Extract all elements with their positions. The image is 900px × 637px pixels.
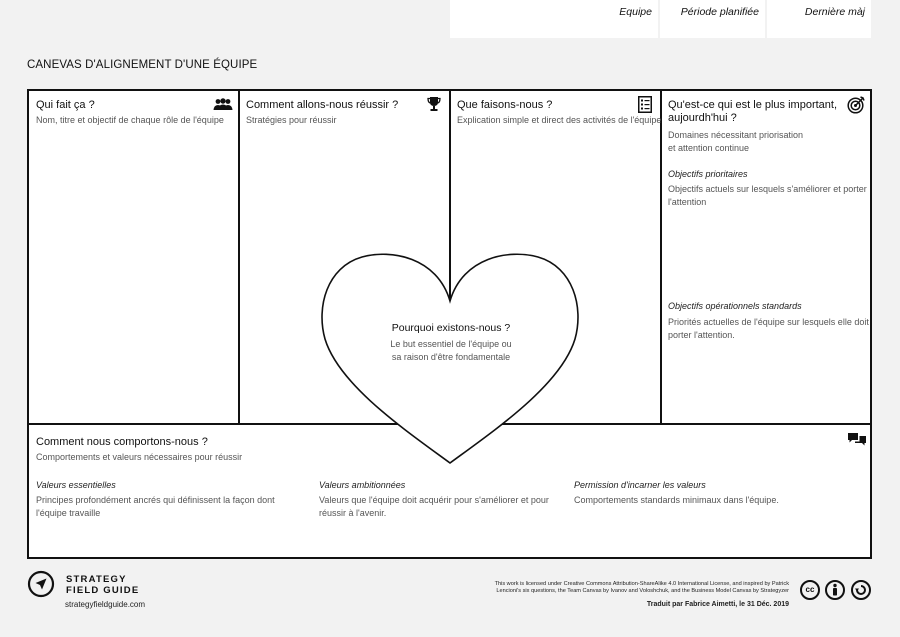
period-label: Période planifiée xyxy=(680,6,759,18)
ambition-values-description: Valeurs que l'équipe doit acquérir pour s'améliorer et pour réussir à l'avenir. xyxy=(319,495,549,518)
why-description: Le but essentiel de l'équipe ou sa raison d'être fondamentale xyxy=(390,339,512,362)
brand-name: STRATEGY FIELD GUIDE xyxy=(66,574,140,596)
team-label: Equipe xyxy=(619,6,652,18)
brand-url[interactable]: strategyfieldguide.com xyxy=(65,600,146,609)
divider xyxy=(238,91,240,424)
essential-values-description: Principes profondément ancrés qui définissent la façon dont l'équipe travaille xyxy=(36,495,275,518)
ambition-values-title: Valeurs ambitionnées xyxy=(319,480,406,490)
how-heading: Comment allons-nous réussir ? xyxy=(246,99,399,111)
behave-heading: Comment nous comportons-nous ? xyxy=(36,436,208,448)
divider xyxy=(660,91,662,424)
what-heading: Que faisons-nous ? xyxy=(457,99,553,111)
checklist-icon xyxy=(638,96,652,113)
who-description: Nom, titre et objectif de chaque rôle de l'équipe xyxy=(36,115,224,125)
essential-values-title: Valeurs essentielles xyxy=(36,480,116,490)
updated-label: Dernière màj xyxy=(804,6,865,18)
trophy-icon xyxy=(427,96,441,112)
standard-goals-title: Objectifs opérationnels standards xyxy=(668,301,802,311)
important-heading: Qu'est-ce qui est le plus important, aujourdh'hui ? xyxy=(668,99,838,124)
priority-goals-description: Objectifs actuels sur lesquels s'améliorer et porter l'attention xyxy=(668,184,867,207)
sharealike-icon xyxy=(851,580,871,600)
page-title: CANEVAS D'ALIGNEMENT D'UNE ÉQUIPE xyxy=(27,59,258,71)
chat-icon xyxy=(847,432,867,446)
important-description: Domaines nécessitant priorisation et attention continue xyxy=(668,130,804,153)
priority-goals-title: Objectifs prioritaires xyxy=(668,169,748,179)
cc-icon: cc xyxy=(800,580,820,600)
target-icon xyxy=(847,96,865,114)
team-field[interactable] xyxy=(450,0,658,38)
standard-goals-description: Priorités actuelles de l'équipe sur lesquels elle doit porter l'attention. xyxy=(668,317,869,340)
attribution-icon xyxy=(825,580,845,600)
who-heading: Qui fait ça ? xyxy=(36,99,95,111)
translation-credit: Traduit par Fabrice Aimetti, le 31 Déc. 2019 xyxy=(646,601,789,608)
what-description: Explication simple et direct des activités de l'équipe xyxy=(457,115,662,125)
people-icon xyxy=(213,98,233,111)
how-description: Stratégies pour réussir xyxy=(246,115,337,125)
why-heading: Pourquoi existons-nous ? xyxy=(391,322,511,334)
permission-title: Permission d'incarner les valeurs xyxy=(574,480,706,490)
period-field[interactable] xyxy=(660,0,765,38)
permission-description: Comportements standards minimaux dans l'équipe. xyxy=(574,495,779,505)
behave-description: Comportements et valeurs nécessaires pour réussir xyxy=(36,452,243,462)
license-text: This work is licensed under Creative Commons Attribution-ShareAlike 4.0 International License, and inspired by Patrick Lencioni's six questions, the Team Canvas by Ivanov and Voloshchuk, and the Business Model Canvas by Strategyzer xyxy=(494,581,789,595)
compass-icon xyxy=(27,570,55,598)
updated-field[interactable] xyxy=(767,0,871,38)
